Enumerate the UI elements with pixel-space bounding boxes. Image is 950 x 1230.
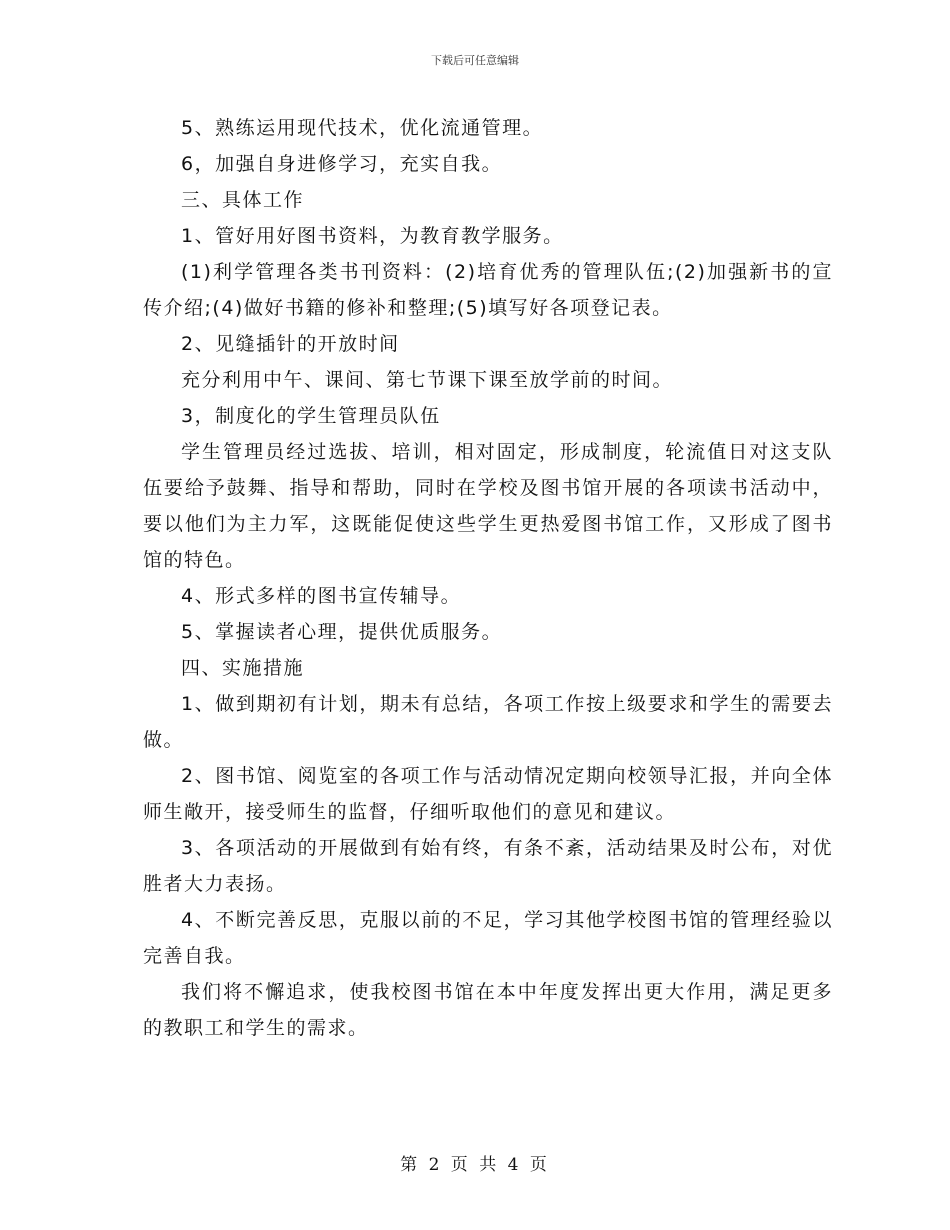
paragraph: 1、管好用好图书资料，为教育教学服务。 (181, 225, 564, 247)
document-body (143, 110, 833, 1046)
page-footer: 第 2 页 共 4 页 (400, 1155, 550, 1175)
paragraph: 3、各项活动的开展做到有始有终，有条不紊，活动结果及时公布，对优胜者大力表扬。 (143, 837, 833, 895)
page-header: 下载后可任意编辑 (431, 54, 519, 67)
paragraph: 学生管理员经过选拔、培训，相对固定，形成制度，轮流值日对这支队伍要给予鼓舞、指导和帮助，同时在学校及图书馆开展的各项读书活动中，要以他们为主力军，这既能促使这些学生更热爱图书馆工作，又形成了图书馆的特色。 (143, 441, 833, 571)
paragraph: 我们将不懈追求，使我校图书馆在本中年度发挥出更大作用，满足更多的教职工和学生的需求。 (143, 981, 833, 1039)
section-heading: 四、实施措施 (181, 657, 305, 679)
paragraph: 2、见缝插针的开放时间 (181, 333, 400, 355)
paragraph: 4、不断完善反思，克服以前的不足，学习其他学校图书馆的管理经验以完善自我。 (143, 909, 833, 967)
paragraph: 1、做到期初有计划，期未有总结，各项工作按上级要求和学生的需要去做。 (143, 693, 833, 751)
paragraph: (1)利学管理各类书刊资料：(2)培育优秀的管理队伍;(2)加强新书的宣传介绍;(4)做好书籍的修补和整理;(5)填写好各项登记表。 (143, 261, 833, 319)
paragraph: 充分利用中午、课间、第七节课下课至放学前的时间。 (181, 369, 674, 391)
paragraph: 5、熟练运用现代技术，优化流通管理。 (181, 117, 544, 139)
paragraph: 5、掌握读者心理，提供优质服务。 (181, 621, 503, 643)
paragraph: 2、图书馆、阅览室的各项工作与活动情况定期向校领导汇报，并向全体师生敞开，接受师生的监督，仔细听取他们的意见和建议。 (143, 765, 833, 823)
paragraph: 6，加强自身进修学习，充实自我。 (181, 153, 503, 175)
paragraph: 4、形式多样的图书宣传辅导。 (181, 585, 462, 607)
paragraph: 3，制度化的学生管理员队伍 (181, 405, 441, 427)
section-heading: 三、具体工作 (181, 189, 305, 211)
